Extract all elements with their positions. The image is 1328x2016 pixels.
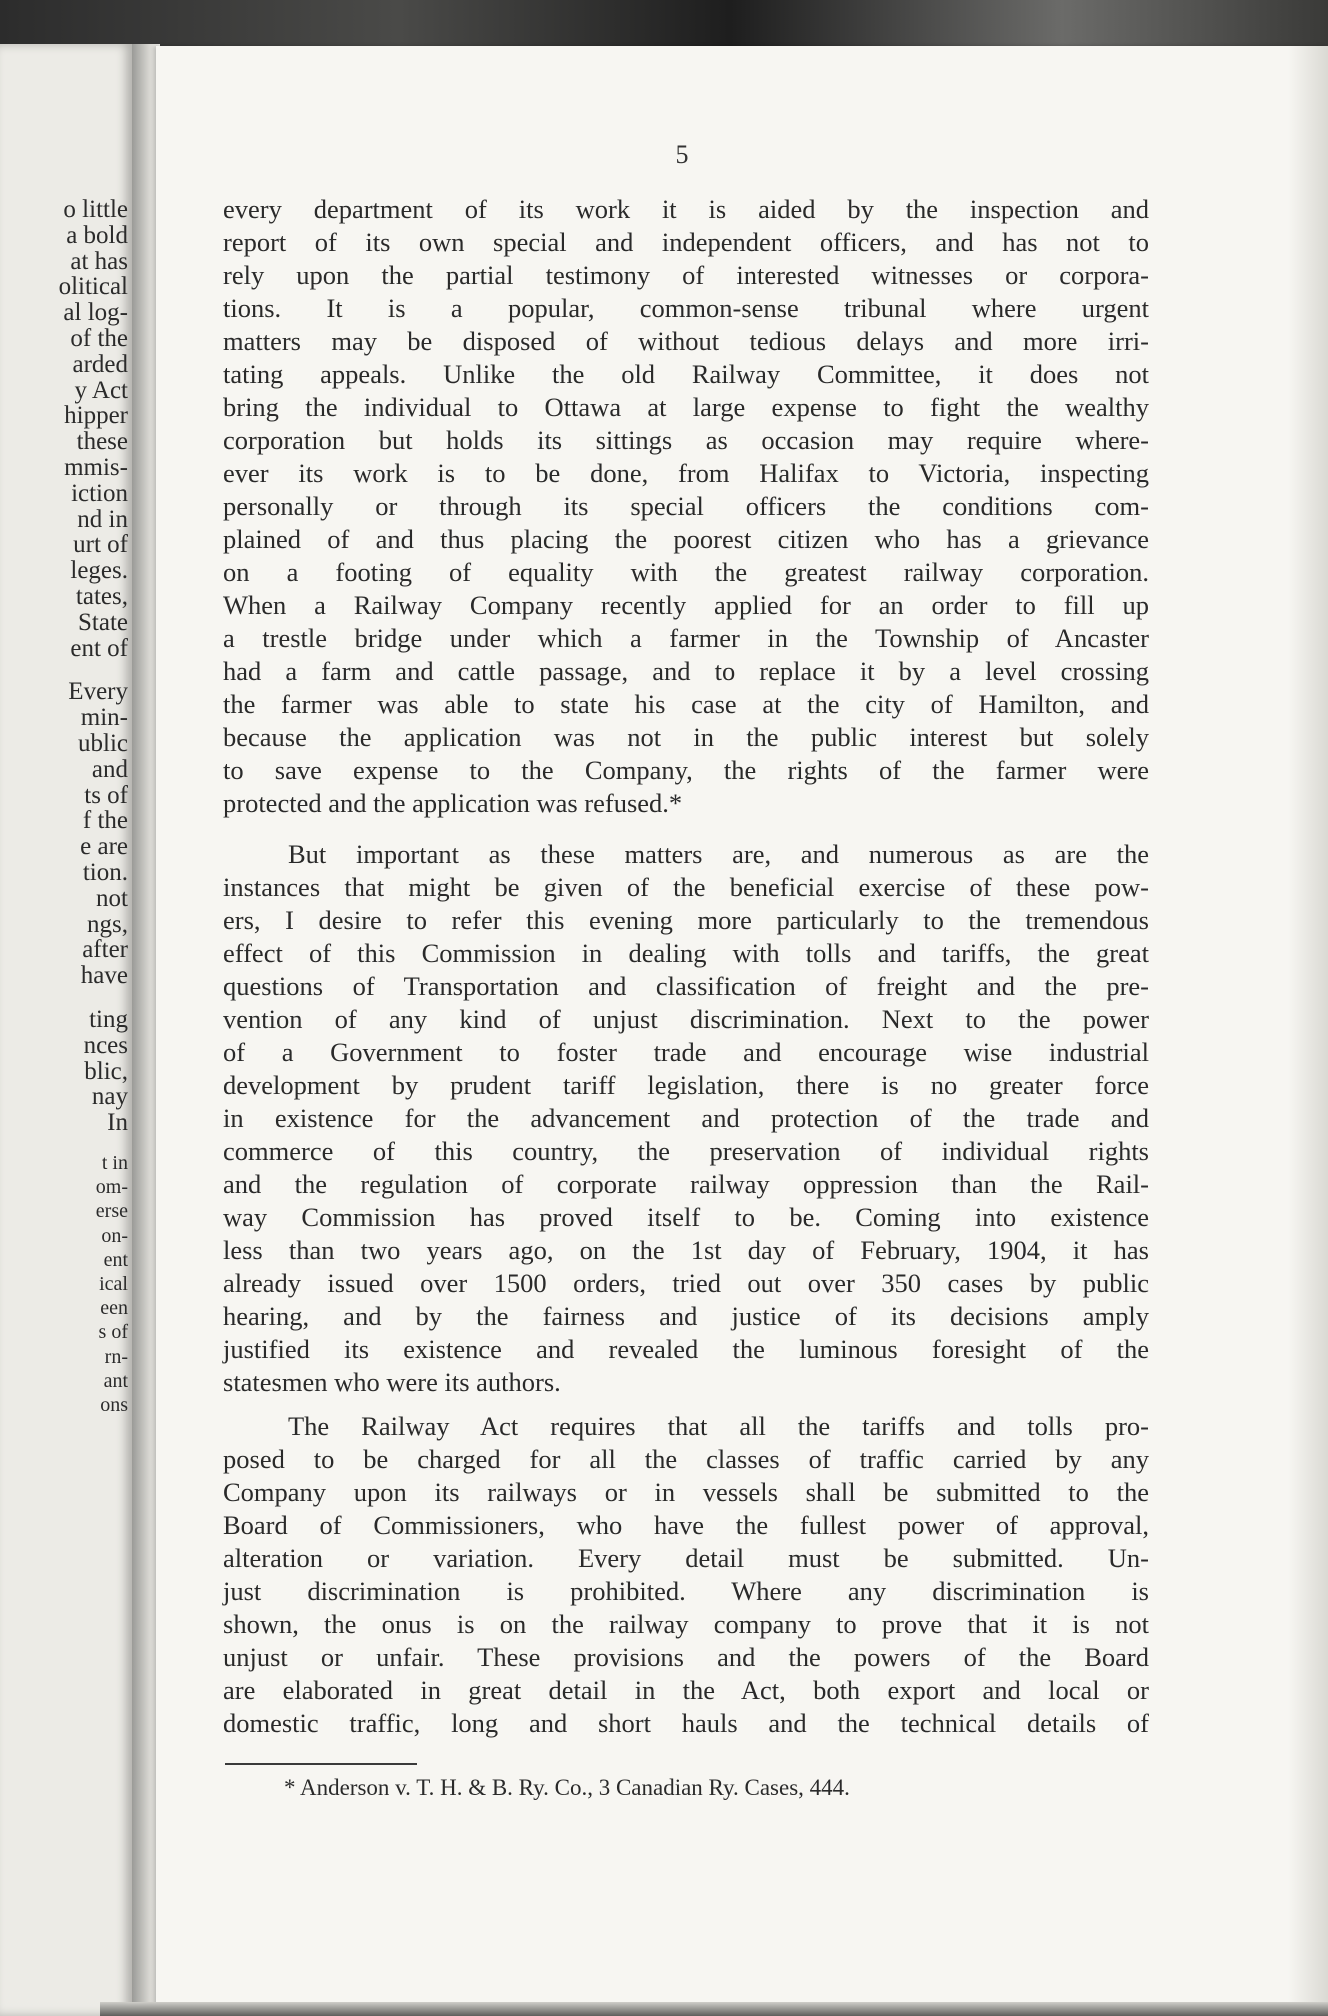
text-line: a trestle bridge under which a farmer in the Township of Ancaster [223, 623, 1149, 653]
facing-page-line: ant [103, 1369, 128, 1392]
facing-page-line: nces [83, 1031, 128, 1059]
facing-page-line: erse [95, 1200, 128, 1223]
facing-page-line: these [76, 428, 128, 456]
text-line: because the application was not in the public interest but solely [223, 722, 1149, 752]
text-line: alteration or variation. Every detail must be submitted. Un- [223, 1543, 1149, 1573]
text-line: personally or through its special officers the conditions com- [223, 491, 1149, 521]
text-line: commerce of this country, the preservation of individual rights [223, 1136, 1149, 1166]
text-line: in existence for the advancement and protection of the trade and [223, 1103, 1149, 1133]
text-line: posed to be charged for all the classes of traffic carried by any [223, 1444, 1149, 1474]
text-line: the farmer was able to state his case at the city of Hamilton, and [223, 689, 1149, 719]
text-line: report of its own special and independent officers, and has not to [223, 227, 1149, 257]
facing-page-fragment [0, 44, 132, 2016]
text-line: plained of and thus placing the poorest citizen who has a grievance [223, 524, 1149, 554]
facing-page-line: blic, [84, 1057, 128, 1085]
text-line: But important as these matters are, and numerous as are the [288, 839, 1149, 869]
facing-page-line: ons [100, 1394, 128, 1416]
text-line: every department of its work it is aided by the inspection and [223, 194, 1149, 224]
facing-page-line: ngs, [87, 910, 128, 938]
facing-page-line: e are [80, 833, 128, 861]
facing-page-line: min- [80, 704, 128, 732]
facing-page-line: after [82, 936, 128, 964]
facing-page-line: olitical [58, 273, 128, 301]
footnote-rule [225, 1763, 417, 1765]
text-line: tating appeals. Unlike the old Railway Committee, it does not [223, 359, 1149, 389]
text-line: justified its existence and revealed the luminous foresight of the [223, 1334, 1149, 1364]
facing-page-line: tates, [75, 583, 128, 610]
facing-page-line: urt of [73, 531, 128, 559]
facing-page-line: arded [72, 350, 128, 378]
facing-page-line: f the [82, 807, 128, 835]
text-line: tions. It is a popular, common-sense tribunal where urgent [223, 293, 1149, 323]
text-line: instances that might be given of the beneficial exercise of these pow- [223, 872, 1149, 902]
text-line: ers, I desire to refer this evening more particularly to the tremendous [223, 905, 1149, 935]
text-line: unjust or unfair. These provisions and the powers of the Board [223, 1642, 1149, 1672]
facing-page-line: have [80, 962, 128, 990]
facing-page-line: s of [98, 1321, 128, 1344]
scan-top-edge [0, 0, 1328, 48]
text-line: and the regulation of corporate railway oppression than the Rail- [223, 1169, 1149, 1199]
text-line: development by prudent tariff legislation, there is no greater force [223, 1070, 1149, 1100]
facing-page-line: rn- [104, 1345, 128, 1368]
facing-page-line: ublic [78, 730, 128, 757]
facing-page-line: State [78, 608, 128, 636]
facing-page-line: not [96, 884, 128, 912]
text-line: ever its work is to be done, from Halifax to Victoria, inspecting [223, 458, 1149, 488]
text-line: bring the individual to Ottawa at large expense to fight the wealthy [223, 392, 1149, 422]
text-line: are elaborated in great detail in the Act, both export and local or [223, 1675, 1149, 1705]
text-line: domestic traffic, long and short hauls and the technical details of [223, 1708, 1149, 1738]
facing-page-line: nd in [77, 505, 128, 533]
facing-page-line: on- [101, 1224, 128, 1247]
text-line: effect of this Commission in dealing with tolls and tariffs, the great [223, 938, 1149, 968]
facing-page-line: iction [71, 479, 128, 507]
facing-page-line: al log- [63, 299, 128, 327]
text-line: way Commission has proved itself to be. Coming into existence [223, 1202, 1149, 1232]
facing-page-line: ical [99, 1273, 128, 1295]
text-line: Board of Commissioners, who have the fullest power of approval, [223, 1510, 1149, 1540]
facing-page-line: ent of [70, 634, 128, 662]
text-line: shown, the onus is on the railway company to prove that it is not [223, 1609, 1149, 1639]
facing-page-line: of the [70, 325, 128, 352]
text-line: less than two years ago, on the 1st day of February, 1904, it has [223, 1235, 1149, 1265]
text-line: protected and the application was refused.* [223, 788, 683, 818]
facing-page-line: een [100, 1297, 128, 1320]
text-line: statesmen who were its authors. [223, 1367, 561, 1397]
facing-page-line: t in [101, 1152, 128, 1174]
facing-page-line: ting [89, 1006, 128, 1033]
text-line: questions of Transportation and classification of freight and the pre- [223, 971, 1149, 1001]
facing-page-line: at has [70, 247, 128, 275]
text-line: When a Railway Company recently applied for an order to fill up [223, 590, 1149, 620]
facing-page-line: and [91, 755, 128, 783]
facing-page-line: ts of [84, 781, 128, 809]
text-line: had a farm and cattle passage, and to replace it by a level crossing [223, 656, 1149, 686]
facing-page-line: mmis- [64, 454, 128, 481]
text-line: of a Government to foster trade and encourage wise industrial [223, 1037, 1149, 1067]
text-line: just discrimination is prohibited. Where any discrimination is [223, 1576, 1149, 1606]
page-number: 5 [675, 140, 689, 169]
scan-bottom-edge [100, 2002, 1328, 2016]
facing-page-line: leges. [70, 557, 128, 585]
facing-page-line: Every [68, 678, 128, 706]
footnote: * Anderson v. T. H. & B. Ry. Co., 3 Canadian Ry. Cases, 444. [284, 1775, 850, 1800]
facing-page-line: In [107, 1109, 128, 1137]
text-line: corporation but holds its sittings as occasion may require where- [223, 425, 1149, 455]
text-line: hearing, and by the fairness and justice of its decisions amply [223, 1301, 1149, 1331]
text-line: vention of any kind of unjust discrimination. Next to the power [223, 1004, 1149, 1034]
facing-page-line: nay [91, 1083, 128, 1111]
text-line: already issued over 1500 orders, tried out over 350 cases by public [223, 1268, 1149, 1298]
facing-page-line: om- [95, 1176, 128, 1199]
text-line: to save expense to the Company, the rights of the farmer were [223, 755, 1149, 785]
facing-page-line: ent [103, 1248, 128, 1271]
text-line: matters may be disposed of without tedious delays and more irri- [223, 326, 1149, 356]
text-line: rely upon the partial testimony of interested witnesses or corpora- [223, 260, 1149, 290]
facing-page-line: tion. [82, 859, 128, 886]
text-line: on a footing of equality with the greatest railway corporation. [223, 557, 1149, 587]
text-line: The Railway Act requires that all the tariffs and tolls pro- [288, 1411, 1149, 1441]
text-line: Company upon its railways or in vessels shall be submitted to the [223, 1477, 1149, 1507]
facing-page-line: y Act [74, 376, 128, 404]
facing-page-line: o little [63, 196, 128, 223]
facing-page-line: a bold [66, 221, 128, 249]
facing-page-line: hipper [64, 402, 128, 430]
